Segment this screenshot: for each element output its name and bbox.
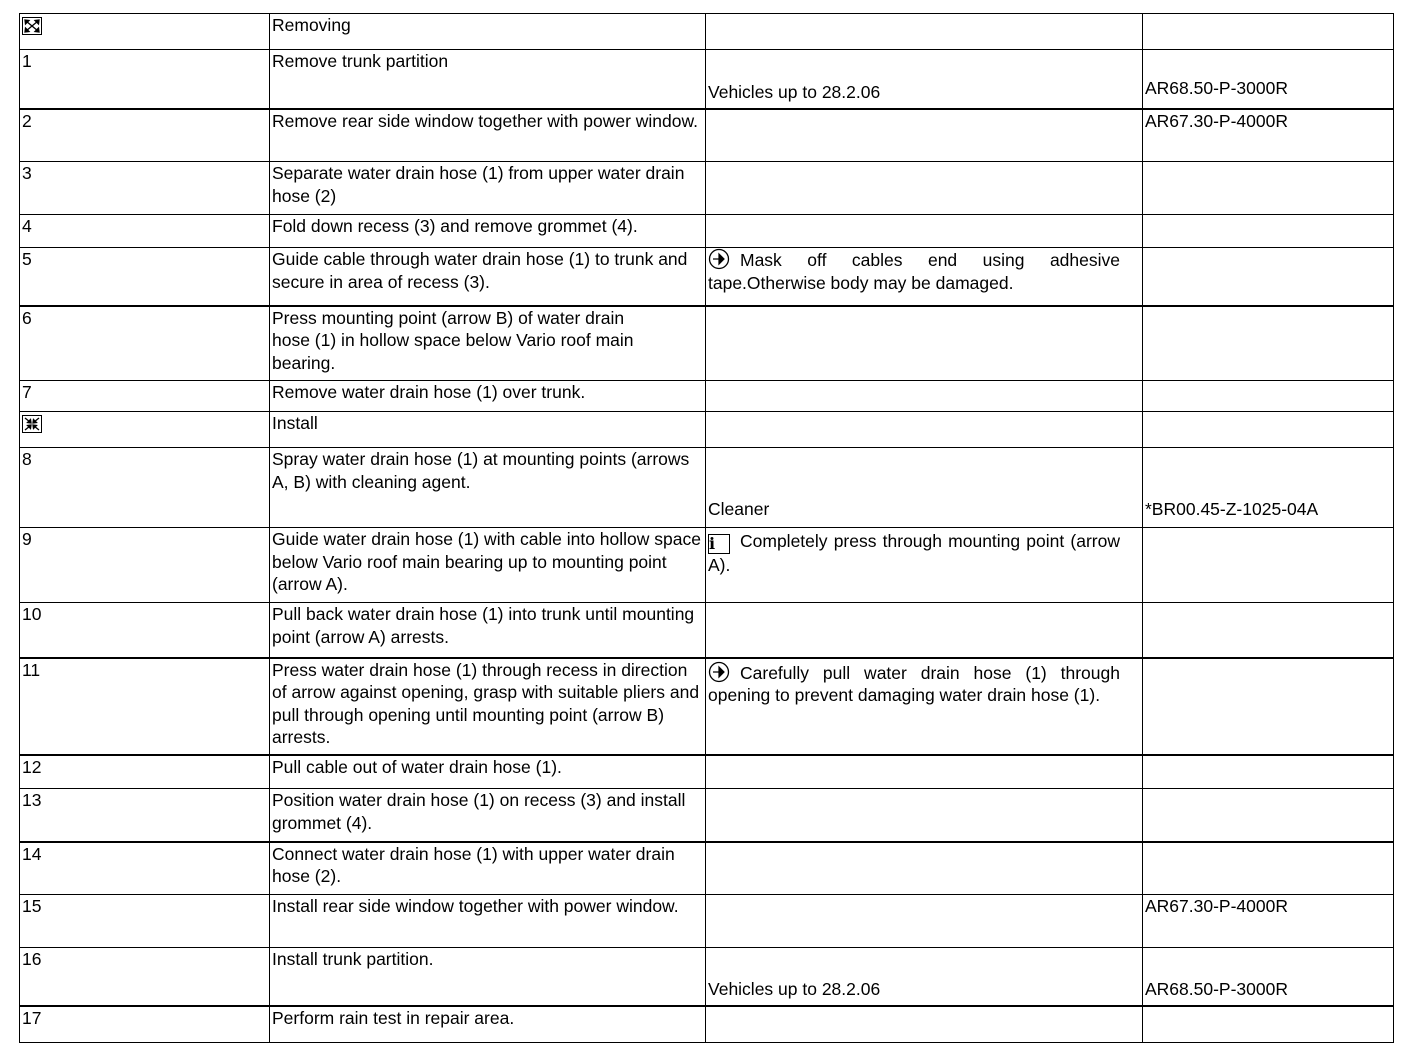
- step-cell: 15: [20, 895, 270, 948]
- step-cell: 3: [20, 162, 270, 215]
- instruction-cell: Remove water drain hose (1) over trunk.: [270, 381, 706, 412]
- note-cell: Cleaner: [706, 448, 1143, 528]
- note-cell: Vehicles up to 28.2.06: [706, 50, 1143, 109]
- note-cell: [706, 109, 1143, 162]
- step-cell: 1: [20, 50, 270, 109]
- instruction-cell: Removing: [270, 14, 706, 50]
- instruction-cell: Remove trunk partition: [270, 50, 706, 109]
- table-row: [20, 412, 1394, 448]
- info-icon: i: [708, 534, 730, 554]
- reference-cell: [1143, 1006, 1394, 1043]
- table-row: [20, 842, 1394, 895]
- step-cell: [20, 412, 270, 448]
- step-cell: 4: [20, 215, 270, 248]
- reference-link[interactable]: AR67.30-P-4000R: [1143, 109, 1394, 162]
- table-row: [20, 528, 1394, 603]
- instruction-cell: Separate water drain hose (1) from upper water drain hose (2): [270, 162, 706, 215]
- reference-cell: [1143, 215, 1394, 248]
- reference-link[interactable]: AR67.30-P-4000R: [1143, 895, 1394, 948]
- note-cell: [706, 1006, 1143, 1043]
- caution-icon: [708, 248, 730, 270]
- instruction-cell: Remove rear side window together with power window.: [270, 109, 706, 162]
- table-row: [20, 109, 1394, 162]
- step-cell: [20, 14, 270, 50]
- note-cell: [706, 248, 1143, 306]
- reference-link[interactable]: AR68.50-P-3000R: [1143, 948, 1394, 1006]
- reference-cell: [1143, 248, 1394, 306]
- instruction-cell: Position water drain hose (1) on recess (3) and install grommet (4).: [270, 789, 706, 842]
- instruction-cell: Press water drain hose (1) through recess in direction of arrow against opening, grasp with suitable pliers and pull through opening until mounting point (arrow B) arrests.: [270, 658, 706, 755]
- expand-arrows-icon: [22, 17, 42, 35]
- table-row: [20, 658, 1394, 755]
- note-cell: [706, 412, 1143, 448]
- instruction-cell: Install trunk partition.: [270, 948, 706, 1006]
- step-cell: 14: [20, 842, 270, 895]
- reference-cell: [1143, 842, 1394, 895]
- note-cell: [706, 842, 1143, 895]
- table-row: [20, 162, 1394, 215]
- compress-arrows-icon: [22, 415, 42, 433]
- step-cell: 2: [20, 109, 270, 162]
- note-text: Completely press through mounting point (arrow A).: [708, 531, 1120, 575]
- table-row: [20, 381, 1394, 412]
- step-cell: 8: [20, 448, 270, 528]
- reference-cell: [1143, 755, 1394, 789]
- note-cell: [706, 528, 1143, 603]
- step-cell: 16: [20, 948, 270, 1006]
- instruction-cell: Guide cable through water drain hose (1) to trunk and secure in area of recess (3).: [270, 248, 706, 306]
- table-row: [20, 50, 1394, 109]
- reference-cell: [1143, 603, 1394, 658]
- instruction-cell: Install rear side window together with power window.: [270, 895, 706, 948]
- note-cell: [706, 162, 1143, 215]
- table-row: [20, 895, 1394, 948]
- instruction-cell: Perform rain test in repair area.: [270, 1006, 706, 1043]
- step-cell: 13: [20, 789, 270, 842]
- reference-cell: [1143, 789, 1394, 842]
- step-cell: 5: [20, 248, 270, 306]
- table-row: [20, 789, 1394, 842]
- step-cell: 12: [20, 755, 270, 789]
- table-row: [20, 1006, 1394, 1043]
- table-row: [20, 215, 1394, 248]
- reference-cell: [1143, 528, 1394, 603]
- step-cell: 7: [20, 381, 270, 412]
- step-cell: 9: [20, 528, 270, 603]
- instruction-cell: Install: [270, 412, 706, 448]
- reference-cell: [1143, 381, 1394, 412]
- reference-cell: [1143, 14, 1394, 50]
- step-cell: 17: [20, 1006, 270, 1043]
- instruction-cell: Fold down recess (3) and remove grommet (4).: [270, 215, 706, 248]
- table-row: [20, 948, 1394, 1006]
- step-cell: 11: [20, 658, 270, 755]
- instruction-cell: Spray water drain hose (1) at mounting points (arrows A, B) with cleaning agent.: [270, 448, 706, 528]
- procedure-table: [19, 13, 1394, 1043]
- step-cell: 6: [20, 306, 270, 381]
- instruction-cell: Pull back water drain hose (1) into trunk until mounting point (arrow A) arrests.: [270, 603, 706, 658]
- reference-link[interactable]: AR68.50-P-3000R: [1143, 50, 1394, 109]
- table-row: [20, 603, 1394, 658]
- table-row: [20, 755, 1394, 789]
- note-cell: [706, 789, 1143, 842]
- reference-cell: [1143, 162, 1394, 215]
- instruction-cell: Connect water drain hose (1) with upper water drain hose (2).: [270, 842, 706, 895]
- instruction-cell: Pull cable out of water drain hose (1).: [270, 755, 706, 789]
- caution-icon: [708, 661, 730, 683]
- reference-cell: [1143, 306, 1394, 381]
- note-cell: [706, 14, 1143, 50]
- note-cell: Vehicles up to 28.2.06: [706, 948, 1143, 1006]
- step-cell: 10: [20, 603, 270, 658]
- note-text: Mask off cables end using adhesive tape.Otherwise body may be damaged.: [708, 250, 1120, 293]
- reference-link[interactable]: *BR00.45-Z-1025-04A: [1143, 448, 1394, 528]
- instruction-cell: Press mounting point (arrow B) of water drain hose (1) in hollow space below Vario roof main bearing.: [270, 306, 706, 381]
- note-cell: [706, 215, 1143, 248]
- table-row: [20, 448, 1394, 528]
- note-text: Carefully pull water drain hose (1) through opening to prevent damaging water drain hose (1).: [708, 662, 1120, 705]
- table-row: [20, 248, 1394, 306]
- instruction-cell: Guide water drain hose (1) with cable into hollow space below Vario roof main bearing up to mounting point (arrow A).: [270, 528, 706, 603]
- reference-cell: [1143, 658, 1394, 755]
- note-cell: [706, 658, 1143, 755]
- table-row: [20, 306, 1394, 381]
- note-cell: [706, 755, 1143, 789]
- note-cell: [706, 603, 1143, 658]
- note-cell: [706, 895, 1143, 948]
- note-cell: [706, 306, 1143, 381]
- reference-cell: [1143, 412, 1394, 448]
- table-row: [20, 14, 1394, 50]
- note-cell: [706, 381, 1143, 412]
